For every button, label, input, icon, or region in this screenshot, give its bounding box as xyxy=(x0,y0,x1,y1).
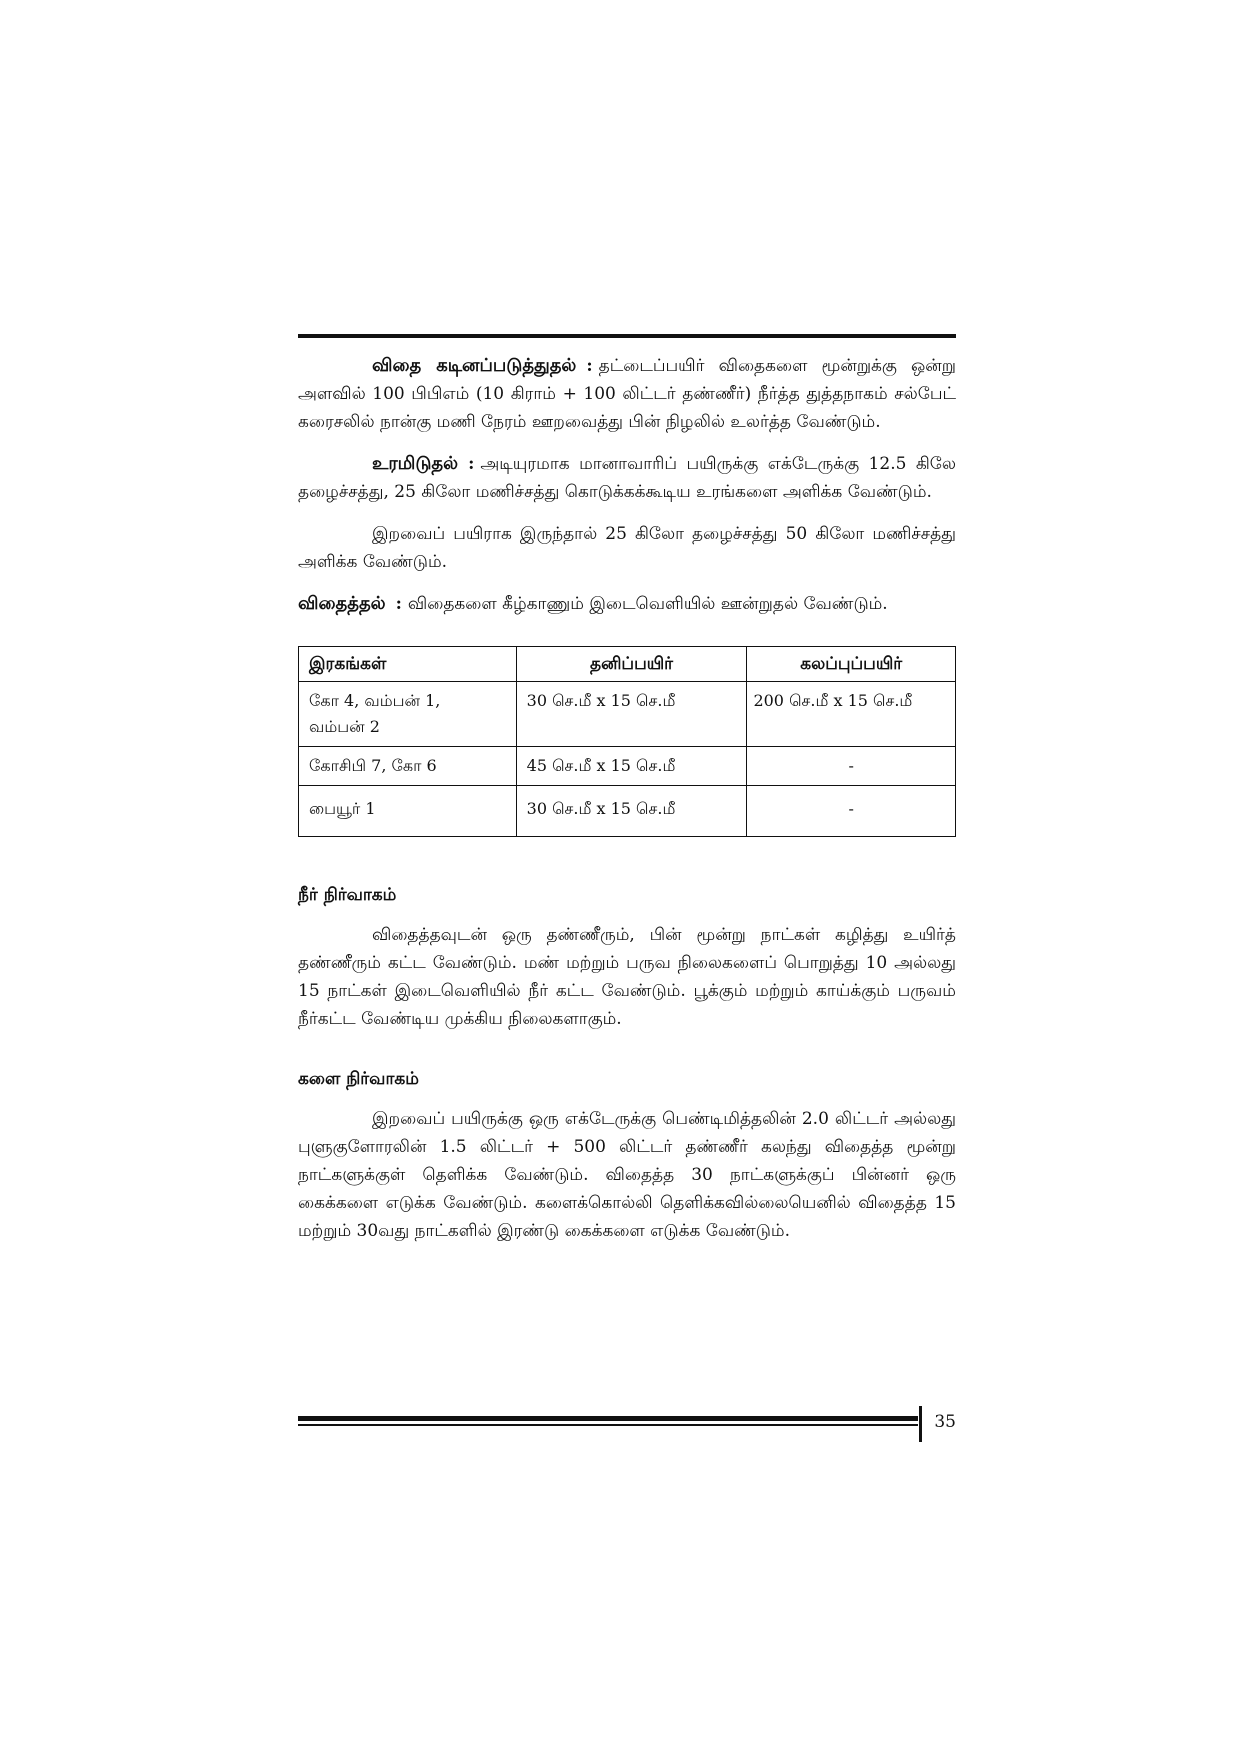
cell-pure-crop: 30 செ.மீ x 15 செ.மீ xyxy=(516,682,747,747)
cell-pure-crop: 30 செ.மீ x 15 செ.மீ xyxy=(516,786,747,837)
table-row xyxy=(299,786,956,837)
header-variety: இரகங்கள் xyxy=(299,647,517,682)
cell-variety: பையூர் 1 xyxy=(299,786,517,837)
irrigated-manuring-paragraph: இறவைப் பயிராக இருந்தால் 25 கிலோ தழைச்சத்து 50 கிலோ மணிச்சத்து அளிக்க வேண்டும். xyxy=(298,524,956,572)
sowing-text: விதைகளை கீழ்காணும் இடைவெளியில் ஊன்றுதல் வேண்டும். xyxy=(407,594,888,614)
header-rule xyxy=(298,334,956,338)
cell-mixed-crop: 200 செ.மீ x 15 செ.மீ xyxy=(747,682,956,747)
cell-variety: கோசிபி 7, கோ 6 xyxy=(299,747,517,786)
cell-mixed-crop: - xyxy=(747,786,956,837)
page-number: 35 xyxy=(934,1412,956,1432)
weed-management-paragraph: இறவைப் பயிருக்கு ஒரு எக்டேருக்கு பெண்டிமித்தலின் 2.0 லிட்டர் அல்லது புளுகுளோரலின் 1.5 லிட்டர் + 500 லிட்டர் தண்ணீர் கலந்து விதைத்த மூன்று நாட்களுக்குள் தெளிக்க வேண்டும். விதைத்த 30 நாட்களுக்குப் பின்னர் ஒரு கைக்களை எடுக்க வேண்டும். களைக்கொல்லி தெளிக்கவில்லையெனில் விதைத்த 15 மற்றும் 30வது நாட்களில் இரண்டு கைக்களை எடுக்க வேண்டும். xyxy=(298,1109,956,1241)
header-pure-crop: தனிப்பயிர் xyxy=(516,647,747,682)
cell-pure-crop: 45 செ.மீ x 15 செ.மீ xyxy=(516,747,747,786)
seed-hardening-paragraph xyxy=(298,352,956,436)
table-header-row xyxy=(299,647,956,682)
seed-hardening-text: தட்டைப்பயிர் விதைகளை மூன்றுக்கு ஒன்று அளவில் 100 பிபிஎம் (10 கிராம் + 100 லிட்டர் தண்ணீர்) நீர்த்த துத்தநாகம் சல்பேட் கரைசலில் நான்கு மணி நேரம் ஊறவைத்து பின் நிழலில் உலர்த்த வேண்டும். xyxy=(298,356,956,432)
cell-mixed-crop: - xyxy=(747,747,956,786)
sowing-title: விதைத்தல் xyxy=(298,593,386,614)
footer-divider xyxy=(919,1406,922,1442)
page-footer xyxy=(298,1406,956,1442)
seed-hardening-separator: : xyxy=(586,356,593,376)
table-row xyxy=(299,682,956,747)
manuring-paragraph xyxy=(298,450,956,506)
table-row xyxy=(299,747,956,786)
spacing-table xyxy=(298,646,956,837)
cell-variety: கோ 4, வம்பன் 1, வம்பன் 2 xyxy=(299,682,517,747)
water-management-paragraph: விதைத்தவுடன் ஒரு தண்ணீரும், பின் மூன்று நாட்கள் கழித்து உயிர்த் தண்ணீரும் கட்ட வேண்டும். மண் மற்றும் பருவ நிலைகளைப் பொறுத்து 10 அல்லது 15 நாட்கள் இடைவெளியில் நீர் கட்ட வேண்டும். பூக்கும் மற்றும் காய்க்கும் பருவம் நீர்கட்ட வேண்டிய முக்கிய நிலைகளாகும். xyxy=(298,925,956,1029)
footer-rule-thick xyxy=(298,1416,918,1421)
water-management-heading: நீர் நிர்வாகம் xyxy=(298,885,397,905)
header-mixed-crop: கலப்புப்பயிர் xyxy=(747,647,956,682)
page-content xyxy=(298,352,956,1245)
footer-rule-thin xyxy=(298,1424,918,1426)
seed-hardening-title: விதை கடினப்படுத்துதல் xyxy=(372,355,577,376)
sowing-paragraph xyxy=(298,590,956,618)
manuring-text: அடியுரமாக மானாவாரிப் பயிருக்கு எக்டேருக்கு 12.5 கிலே தழைச்சத்து, 25 கிலோ மணிச்சத்து கொடுக்கக்கூடிய உரங்களை அளிக்க வேண்டும். xyxy=(298,454,956,502)
manuring-title: உரமிடுதல் xyxy=(372,453,459,474)
sowing-separator: : xyxy=(395,594,402,614)
weed-management-heading: களை நிர்வாகம் xyxy=(298,1069,419,1089)
manuring-separator: : xyxy=(468,454,475,474)
